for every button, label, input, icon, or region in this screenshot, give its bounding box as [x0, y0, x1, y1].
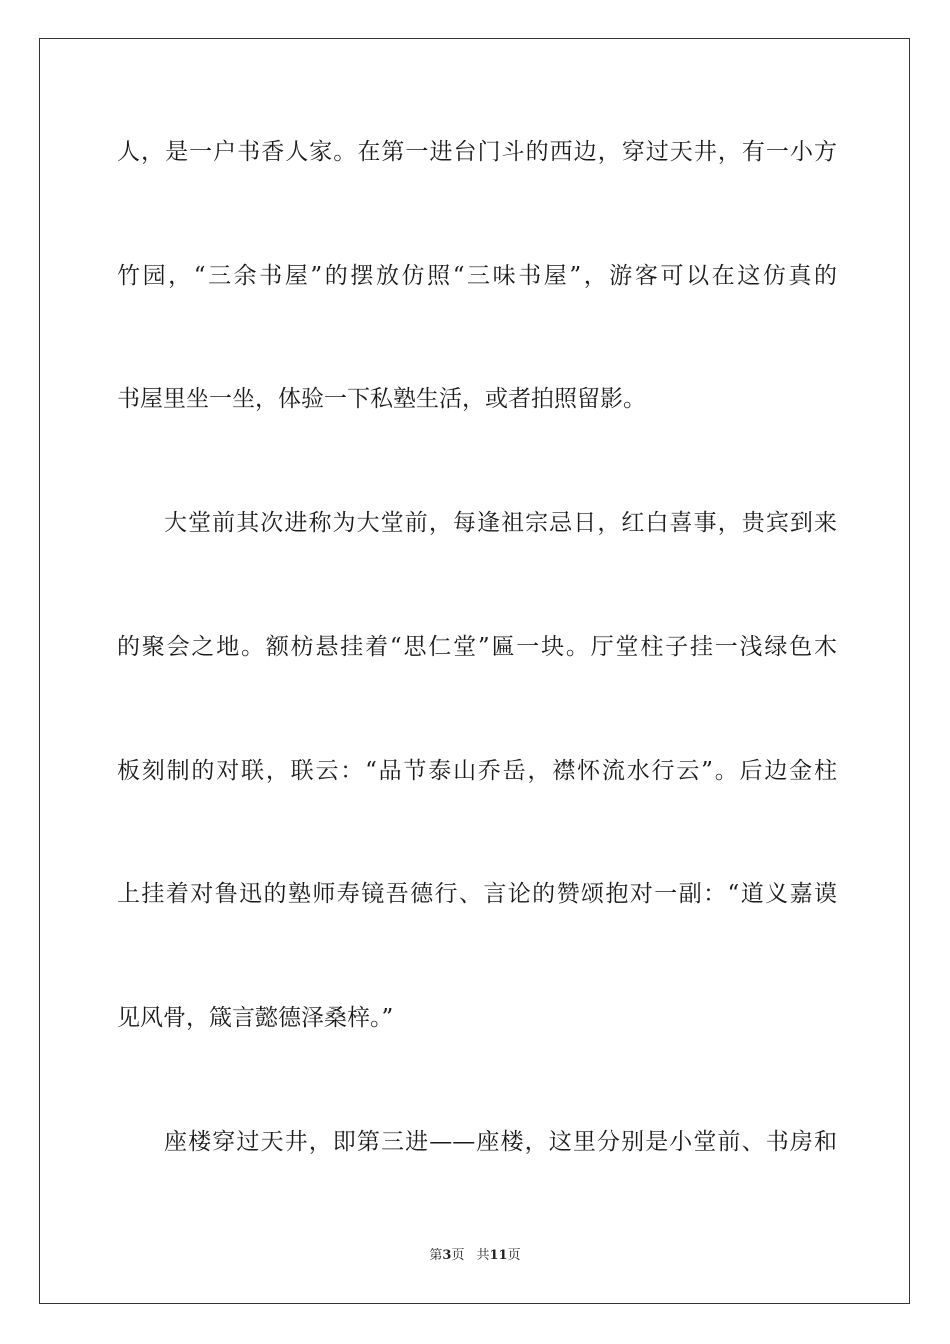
paragraph-line: 上挂着对鲁迅的塾师寿镜吾德行、言论的赞颂抱对一副：“道义嘉谟: [117, 881, 837, 907]
paragraph-line: 的聚会之地。额枋悬挂着“思仁堂”匾一块。厅堂柱子挂一浅绿色木: [117, 634, 837, 660]
page-number: 3: [442, 1248, 452, 1263]
page-border: [39, 38, 910, 1304]
page-prefix: 第: [429, 1248, 443, 1263]
paragraph-line: 大堂前其次进称为大堂前，每逢祖宗忌日，红白喜事，贵宾到来: [164, 510, 837, 536]
total-pages: 11: [489, 1248, 508, 1263]
paragraph-line: 人，是一户书香人家。在第一进台门斗的西边，穿过天井，有一小方: [117, 139, 837, 165]
total-suffix: 页: [507, 1248, 521, 1263]
paragraph-line: 座楼穿过天井，即第三进——座楼，这里分别是小堂前、书房和: [164, 1129, 837, 1155]
paragraph-line: 书屋里坐一坐，体验一下私塾生活，或者拍照留影。: [117, 386, 646, 412]
paragraph-line: 竹园，“三余书屋”的摆放仿照“三味书屋”，游客可以在这仿真的: [117, 263, 837, 289]
page-footer: [0, 1247, 950, 1265]
paragraph-line: 板刻制的对联，联云：“品节泰山乔岳，襟怀流水行云”。后边金柱: [117, 758, 837, 784]
total-prefix: 共: [476, 1248, 490, 1263]
page-suffix: 页: [451, 1248, 465, 1263]
paragraph-line: 见风骨，箴言懿德泽桑梓。”: [117, 1005, 394, 1031]
